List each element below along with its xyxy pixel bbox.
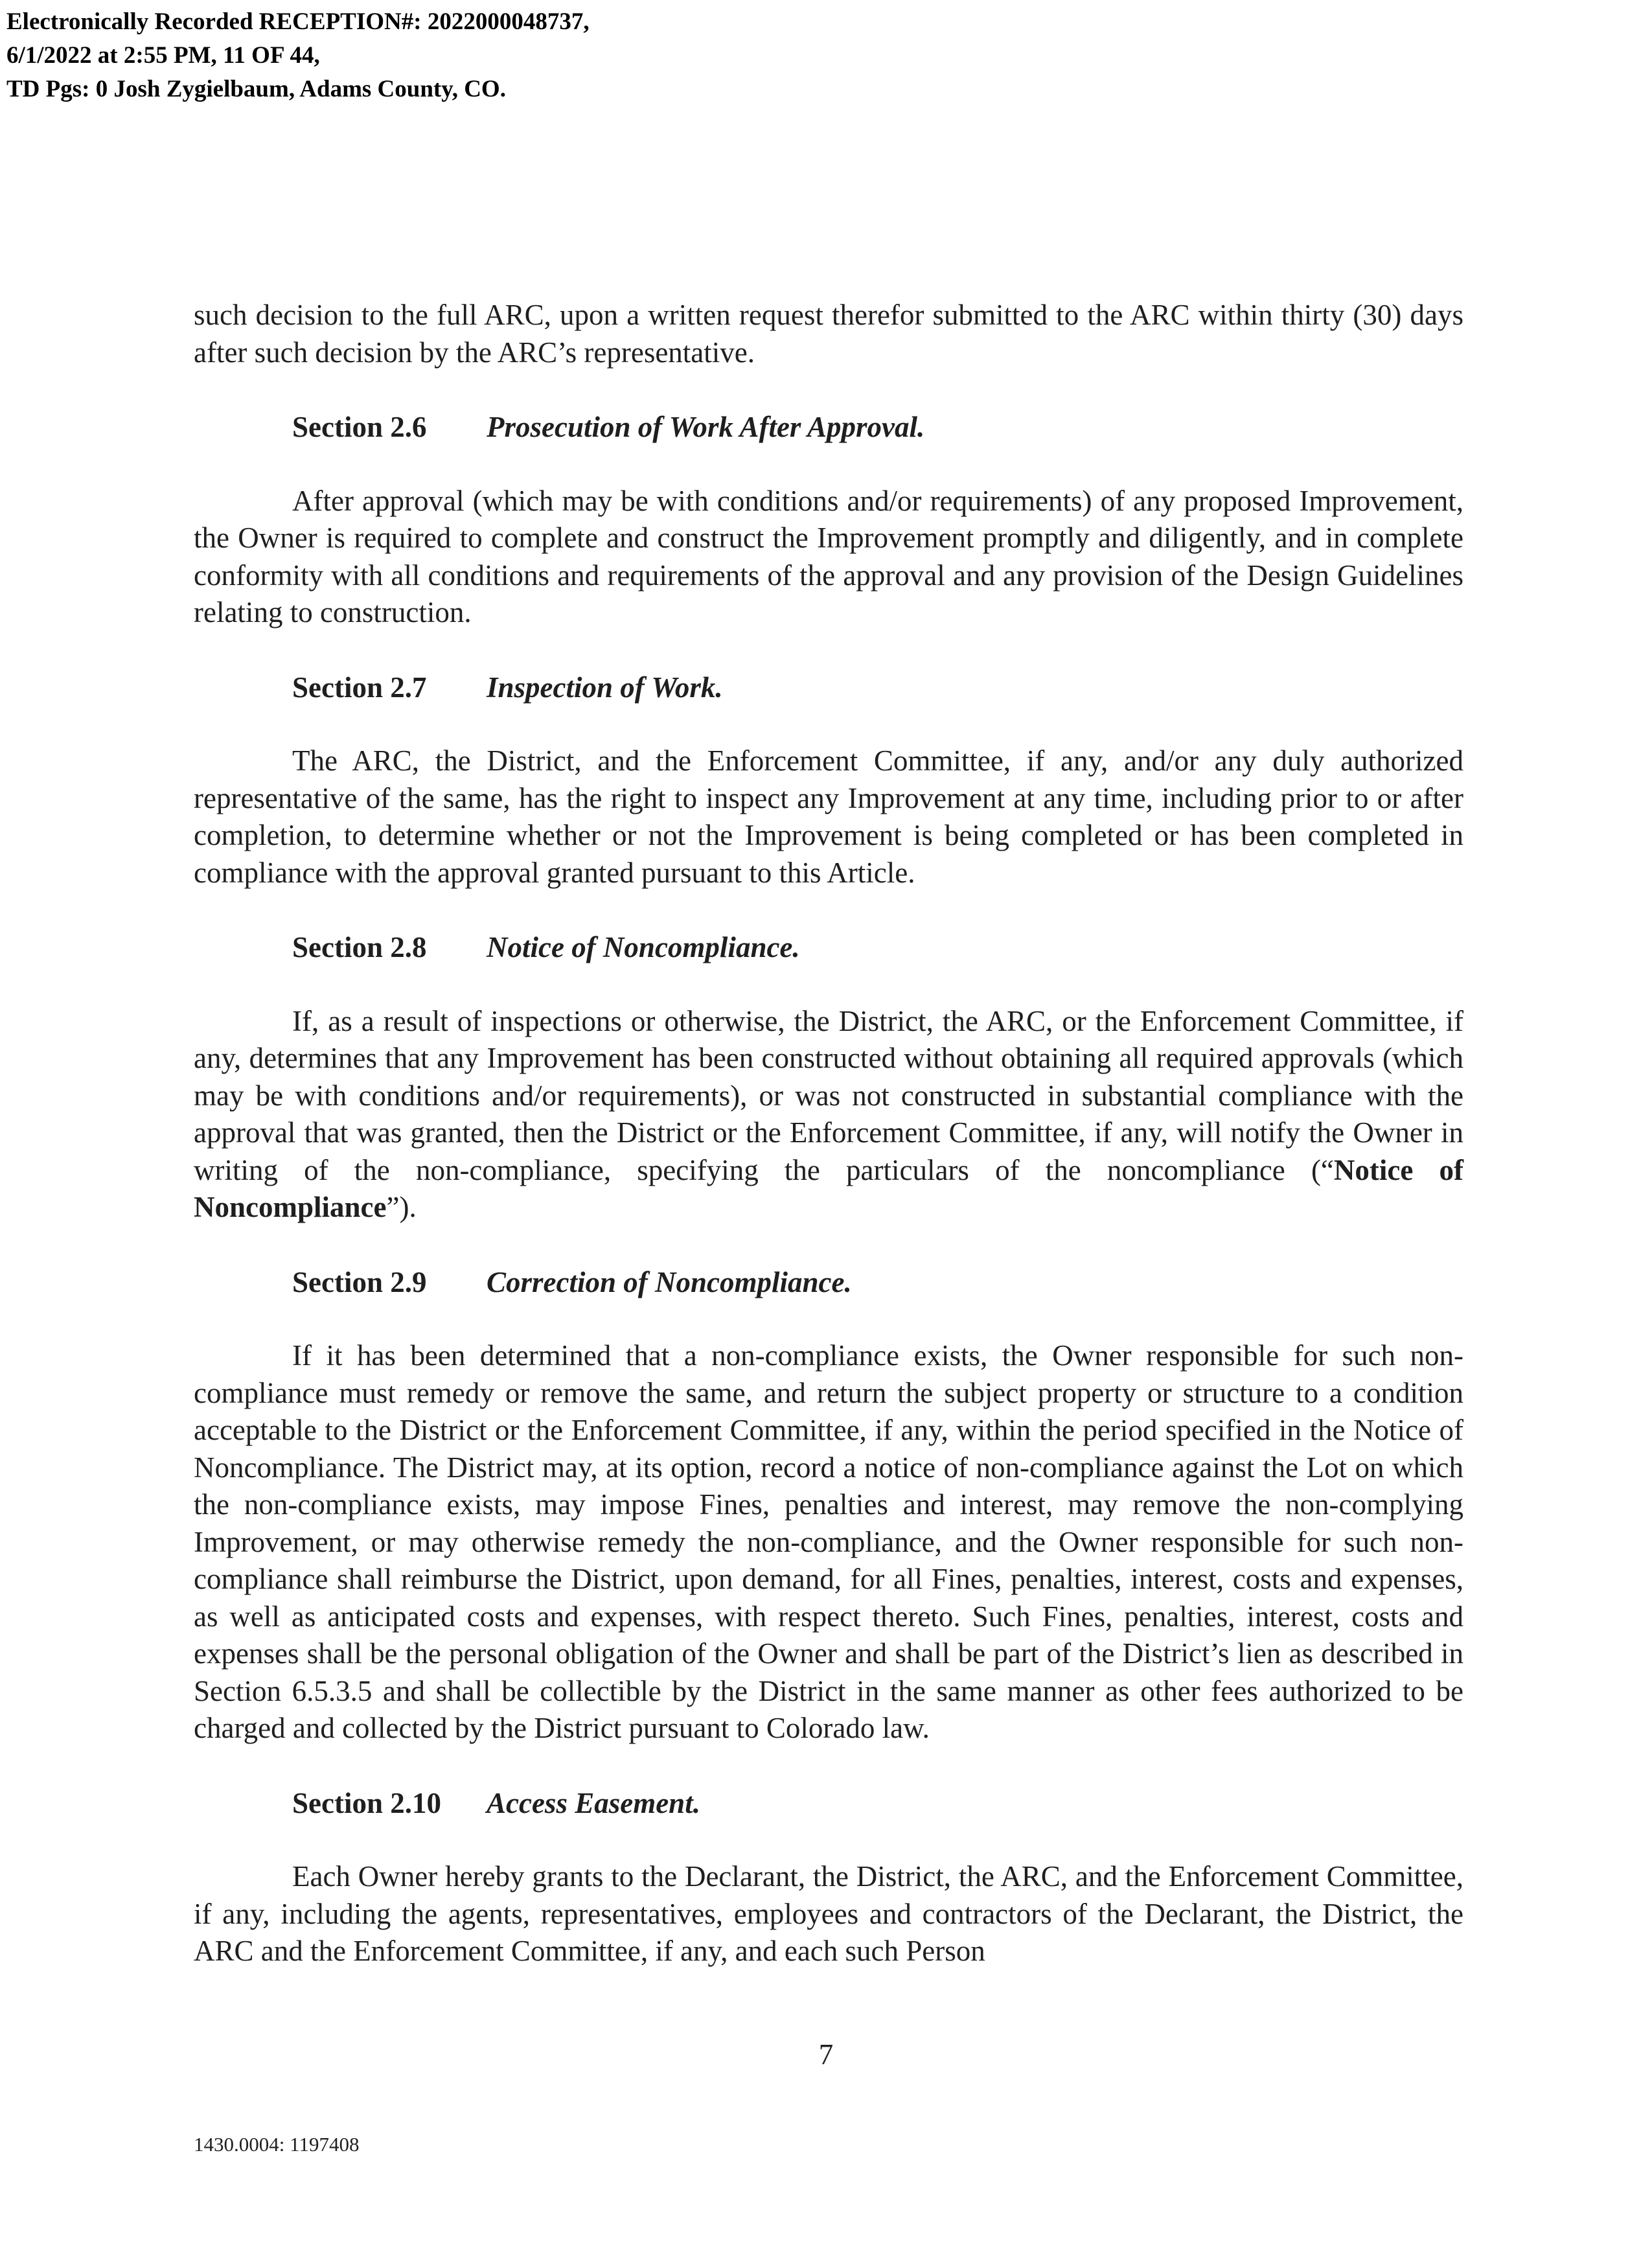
recording-line: Electronically Recorded RECEPTION#: 2022000048737,	[6, 8, 590, 35]
document-body	[194, 297, 1463, 2008]
section-title: Correction of Noncompliance.	[487, 1265, 852, 1298]
section-2-9-body: If it has been determined that a non-compliance exists, the Owner responsible for such non-compliance must remedy or remove the same, and return the subject property or structure to a condition acceptable to the District or the Enforcement Committee, if any, within the period specified in the Notice of Noncompliance. The District may, at its option, record a notice of non-compliance against the Lot on which the non-compliance exists, may impose Fines, penalties and interest, may remove the non-complying Improvement, or may otherwise remedy the non-compliance, and the Owner responsible for such non-compliance shall reimburse the District, upon demand, for all Fines, penalties, interest, costs and expenses, as well as anticipated costs and expenses, with respect thereto. Such Fines, penalties, interest, costs and expenses shall be the personal obligation of the Owner and shall be part of the District’s lien as described in Section 6.5.3.5 and shall be collectible by the District in the same manner as other fees authorized to be charged and collected by the District pursuant to Colorado law.	[194, 1339, 1463, 1744]
section-number: Section 2.10	[292, 1786, 441, 1819]
section-heading-2-7	[194, 669, 1463, 707]
section-2-6-body: After approval (which may be with conditions and/or requirements) of any proposed Improvement, the Owner is required to complete and construct the Improvement promptly and diligently, and in complete conformity with all conditions and requirements of the approval and any provision of the Design Guidelines relating to construction.	[194, 484, 1463, 628]
section-2-8-body	[194, 1003, 1463, 1226]
section-2-7-body: The ARC, the District, and the Enforcement Committee, if any, and/or any duly authorized representative of the same, has the right to inspect any Improvement at any time, including prior to or after completion, to determine whether or not the Improvement is being completed or has been completed in compliance with the approval granted pursuant to this Article.	[194, 744, 1463, 889]
section-number: Section 2.7	[292, 671, 427, 704]
section-heading-2-8	[194, 929, 1463, 967]
body-text: If, as a result of inspections or otherwise, the District, the ARC, or the Enforcement Committee, if any, determines that any Improvement has been constructed without obtaining all required approvals (which may be with conditions and/or requirements), or was not constructed in substantial compliance with the approval that was granted, then the District or the Enforcement Committee, if any, will notify the Owner in writing of the non-compliance, specifying the particulars of the noncompliance (“	[194, 1004, 1463, 1186]
section-2-10-body: Each Owner hereby grants to the Declarant, the District, the ARC, and the Enforcement Committee, if any, including the agents, representatives, employees and contractors of the Declarant, the District, the ARC and the Enforcement Committee, if any, and each such Person	[194, 1860, 1463, 1967]
section-heading-2-6	[194, 409, 1463, 446]
section-heading-2-10	[194, 1785, 1463, 1823]
section-heading-2-9	[194, 1264, 1463, 1302]
section-number: Section 2.6	[292, 411, 427, 443]
document-id: 1430.0004: 1197408	[194, 2133, 360, 2156]
page-number: 7	[818, 2038, 834, 2071]
section-title: Inspection of Work.	[487, 671, 723, 704]
continued-paragraph: such decision to the full ARC, upon a written request therefor submitted to the ARC within thirty (30) days after such decision by the ARC’s representative.	[194, 299, 1463, 369]
recording-stamp	[6, 5, 590, 106]
section-title: Notice of Noncompliance.	[487, 931, 800, 963]
section-number: Section 2.8	[292, 931, 427, 963]
recording-line: TD Pgs: 0 Josh Zygielbaum, Adams County, CO.	[6, 76, 506, 102]
section-number: Section 2.9	[292, 1265, 427, 1298]
section-title: Prosecution of Work After Approval.	[487, 411, 925, 443]
section-title: Access Easement.	[487, 1786, 700, 1819]
recording-line: 6/1/2022 at 2:55 PM, 11 OF 44,	[6, 42, 320, 69]
body-text: ”).	[386, 1191, 417, 1223]
defined-term: Notice of Noncompliance	[194, 1153, 1463, 1223]
